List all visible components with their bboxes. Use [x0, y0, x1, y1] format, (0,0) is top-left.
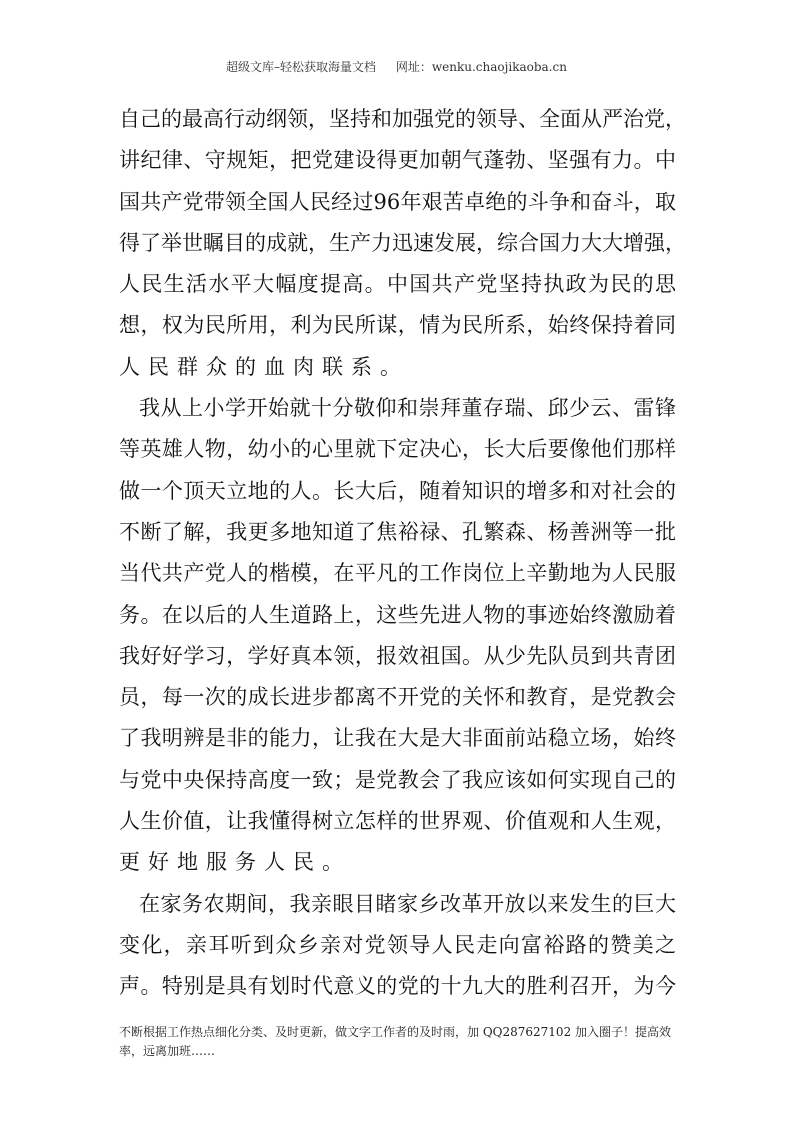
page-header: [0, 58, 793, 75]
site-url: 网址：wenku.chaojikaoba.cn: [395, 60, 567, 74]
text-line: 等英雄人物，幼小的心里就下定决心，长大后要像他们那样: [119, 437, 676, 462]
text-line: 与党中央保持高度一致；是党教会了我应该如何实现自己的: [119, 767, 676, 792]
text-line: 更好地服务人民。: [119, 850, 351, 875]
text-line: 自己的最高行动纲领，坚持和加强党的领导、全面从严治党，: [119, 107, 686, 131]
paragraph: [119, 388, 676, 884]
text-line: 员，每一次的成长进步都离不开党的关怀和教育，是党教会: [119, 685, 676, 710]
text-line: 不断了解，我更多地知道了焦裕禄、孔繁森、杨善洲等一批: [119, 519, 676, 544]
text-line: 在家务农期间，我亲眼目睹家乡改革开放以来发生的巨大: [139, 891, 676, 916]
paragraph: [119, 99, 686, 388]
text-line: 了我明辨是非的能力，让我在大是大非面前站稳立场，始终: [119, 726, 676, 751]
text-line: 人民生活水平大幅度提高。中国共产党坚持执政为民的思: [119, 272, 676, 297]
page-footer: 不断根据工作热点细化分类、及时更新，做文字工作者的及时雨，加 QQ287627102 加入圈子！提高效率，远离加班……: [119, 1025, 672, 1058]
text-line: 务。在以后的人生道路上，这些先进人物的事迹始终激励着: [119, 602, 676, 627]
text-line: 国共产党带领全国人民经过96年艰苦卓绝的斗争和奋斗，取: [119, 189, 676, 214]
text-line: 得了举世瞩目的成就，生产力迅速发展，综合国力大大增强，: [119, 230, 686, 255]
paragraph: [119, 884, 676, 1008]
text-line: 我好好学习，学好真本领，报效祖国。从少先队员到共青团: [119, 643, 676, 668]
text-line: 人生价值，让我懂得树立怎样的世界观、价值观和人生观，: [119, 809, 676, 834]
text-line: 声。特别是具有划时代意义的党的十九大的胜利召开，为今: [119, 974, 676, 999]
text-line: 想，权为民所用，利为民所谋，情为民所系，始终保持着同: [119, 313, 676, 338]
text-line: 讲纪律、守规矩，把党建设得更加朝气蓬勃、坚强有力。中: [119, 148, 676, 173]
site-name: 超级文库–轻松获取海量文档: [226, 60, 377, 74]
text-line: 人民群众的血肉联系。: [119, 354, 409, 379]
text-line: 做一个顶天立地的人。长大后，随着知识的增多和对社会的: [119, 478, 676, 503]
text-line: 变化，亲耳听到众乡亲对党领导人民走向富裕路的赞美之: [119, 932, 676, 957]
text-line: 当代共产党人的楷模，在平凡的工作岗位上辛勤地为人民服: [119, 561, 676, 586]
text-line: 我从上小学开始就十分敬仰和崇拜董存瑞、邱少云、雷锋: [139, 396, 676, 421]
document-body: [119, 99, 686, 1008]
